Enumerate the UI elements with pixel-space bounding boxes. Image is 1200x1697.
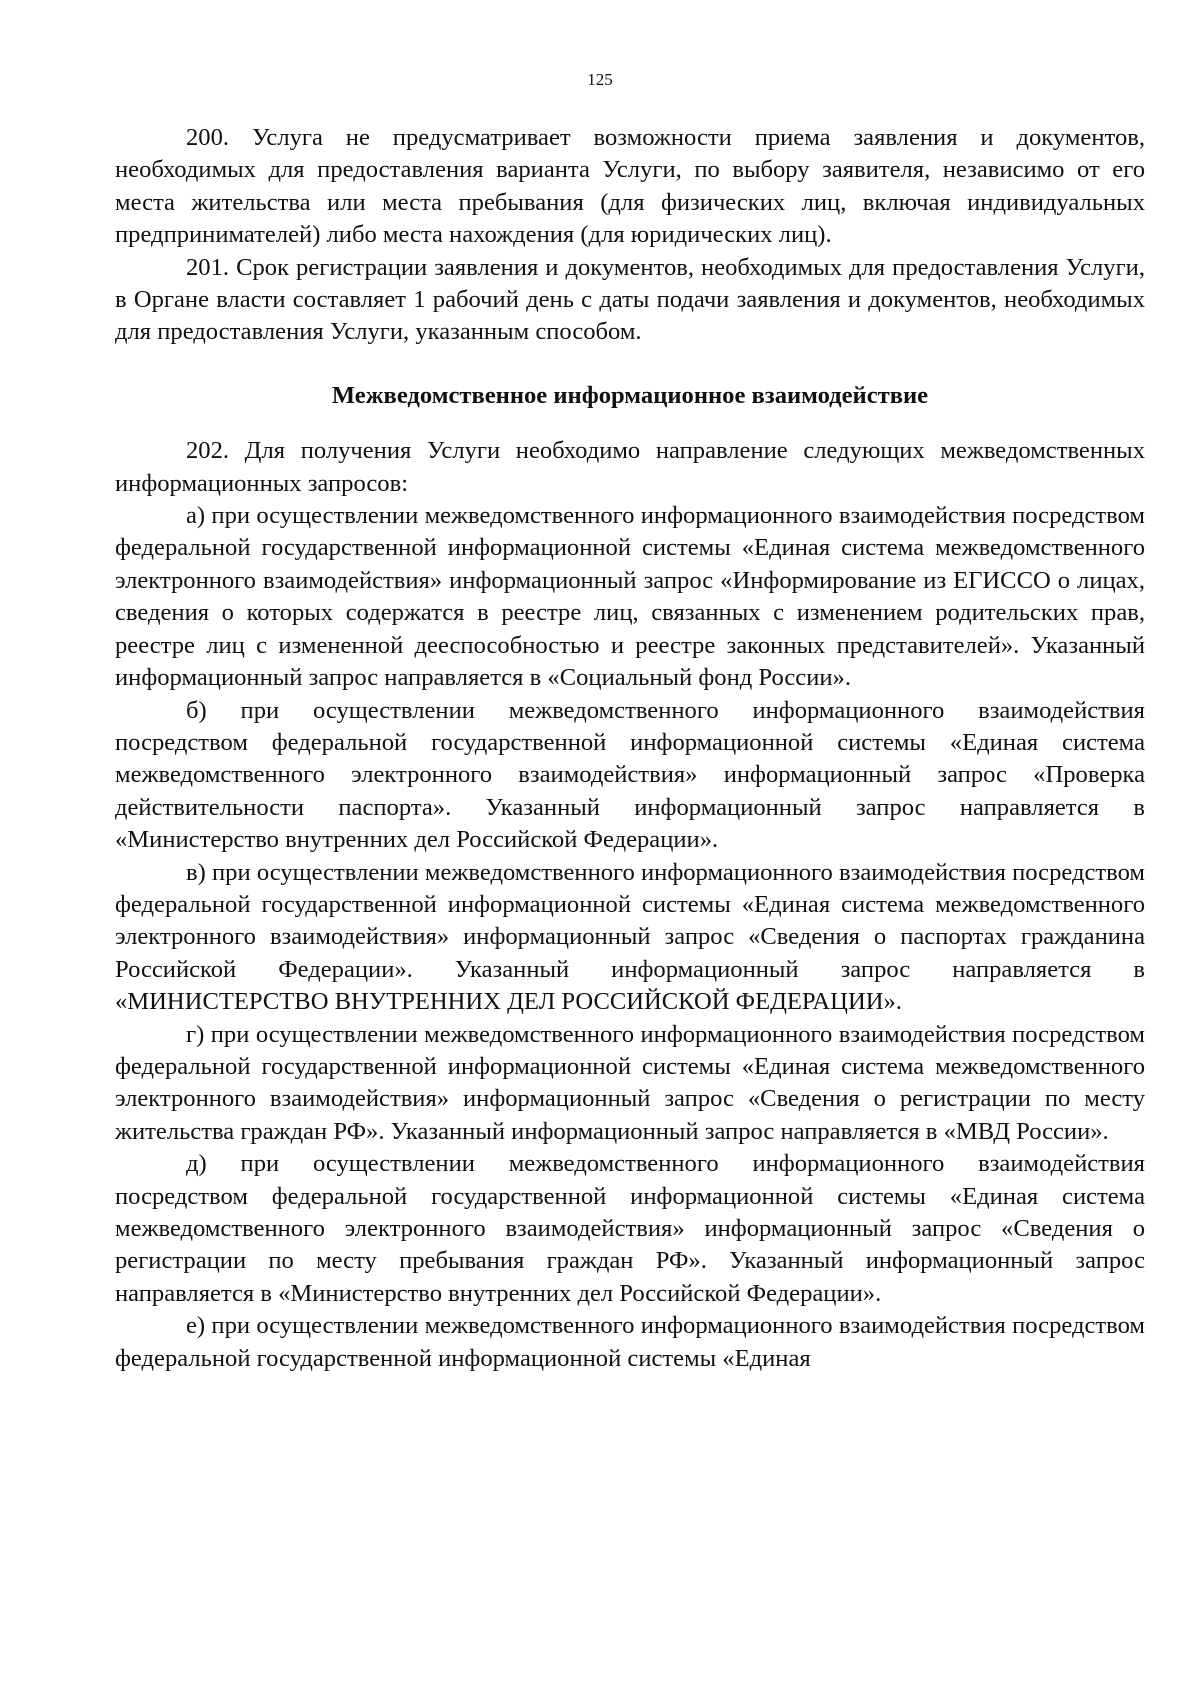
list-item-g: г) при осуществлении межведомственного информационного взаимодействия посредством федеральной государственной информационной системы «Единая система межведомственного электронного взаимодействия» информационный запрос «Сведения о регистрации по месту жительства граждан РФ». Указанный информационный запрос направляется в «МВД России». <box>115 1020 1145 1145</box>
list-item-a: а) при осуществлении межведомственного информационного взаимодействия посредством федеральной государственной информационной системы «Единая система межведомственного электронного взаимодействия» информационный запрос «Информирование из ЕГИССО о лицах, сведения о которых содержатся в реестре лиц, связанных с изменением родительских прав, реестре лиц с измененной дееспособностью и реестре законных представителей». Указанный информационный запрос направляется в «Социальный фонд России». <box>115 502 1145 692</box>
list-item-v: в) при осуществлении межведомственного информационного взаимодействия посредством федеральной государственной информационной системы «Единая система межведомственного электронного взаимодействия» информационный запрос «Сведения о паспортах гражданина Российской Федерации». Указанный информационный запрос направляется в «МИНИСТЕРСТВО ВНУТРЕННИХ ДЕЛ РОССИЙСКОЙ ФЕДЕРАЦИИ». <box>115 858 1145 1016</box>
list-item-d: д) при осуществлении межведомственного информационного взаимодействия посредством федеральной государственной информационной системы «Единая система межведомственного электронного взаимодействия» информационный запрос «Сведения о регистрации по месту пребывания граждан РФ». Указанный информационный запрос направляется в «Министерство внутренних дел Российской Федерации». <box>115 1150 1145 1307</box>
document-body <box>115 122 1145 1375</box>
paragraph-201: 201. Срок регистрации заявления и документов, необходимых для предоставления Услуги, в Органе власти составляет 1 рабочий день с даты подачи заявления и документов, необходимых для предоставления Услуги, указанным способом. <box>115 253 1145 346</box>
list-item-e: е) при осуществлении межведомственного информационного взаимодействия посредством федеральной государственной информационной системы «Единая <box>115 1312 1145 1372</box>
page-number: 125 <box>587 70 613 89</box>
section-heading: Межведомственное информационное взаимодействие <box>331 381 929 409</box>
paragraph-202: 202. Для получения Услуги необходимо направление следующих межведомственных информационных запросов: <box>115 437 1145 497</box>
paragraph-200: 200. Услуга не предусматривает возможности приема заявления и документов, необходимых для предоставления варианта Услуги, по выбору заявителя, независимо от его места жительства или места пребывания (для физических лиц, включая индивидуальных предпринимателей) либо места нахождения (для юридических лиц). <box>115 124 1145 249</box>
list-item-b: б) при осуществлении межведомственного информационного взаимодействия посредством федеральной государственной информационной системы «Единая система межведомственного электронного взаимодействия» информационный запрос «Проверка действительности паспорта». Указанный информационный запрос направляется в «Министерство внутренних дел Российской Федерации». <box>115 696 1145 854</box>
